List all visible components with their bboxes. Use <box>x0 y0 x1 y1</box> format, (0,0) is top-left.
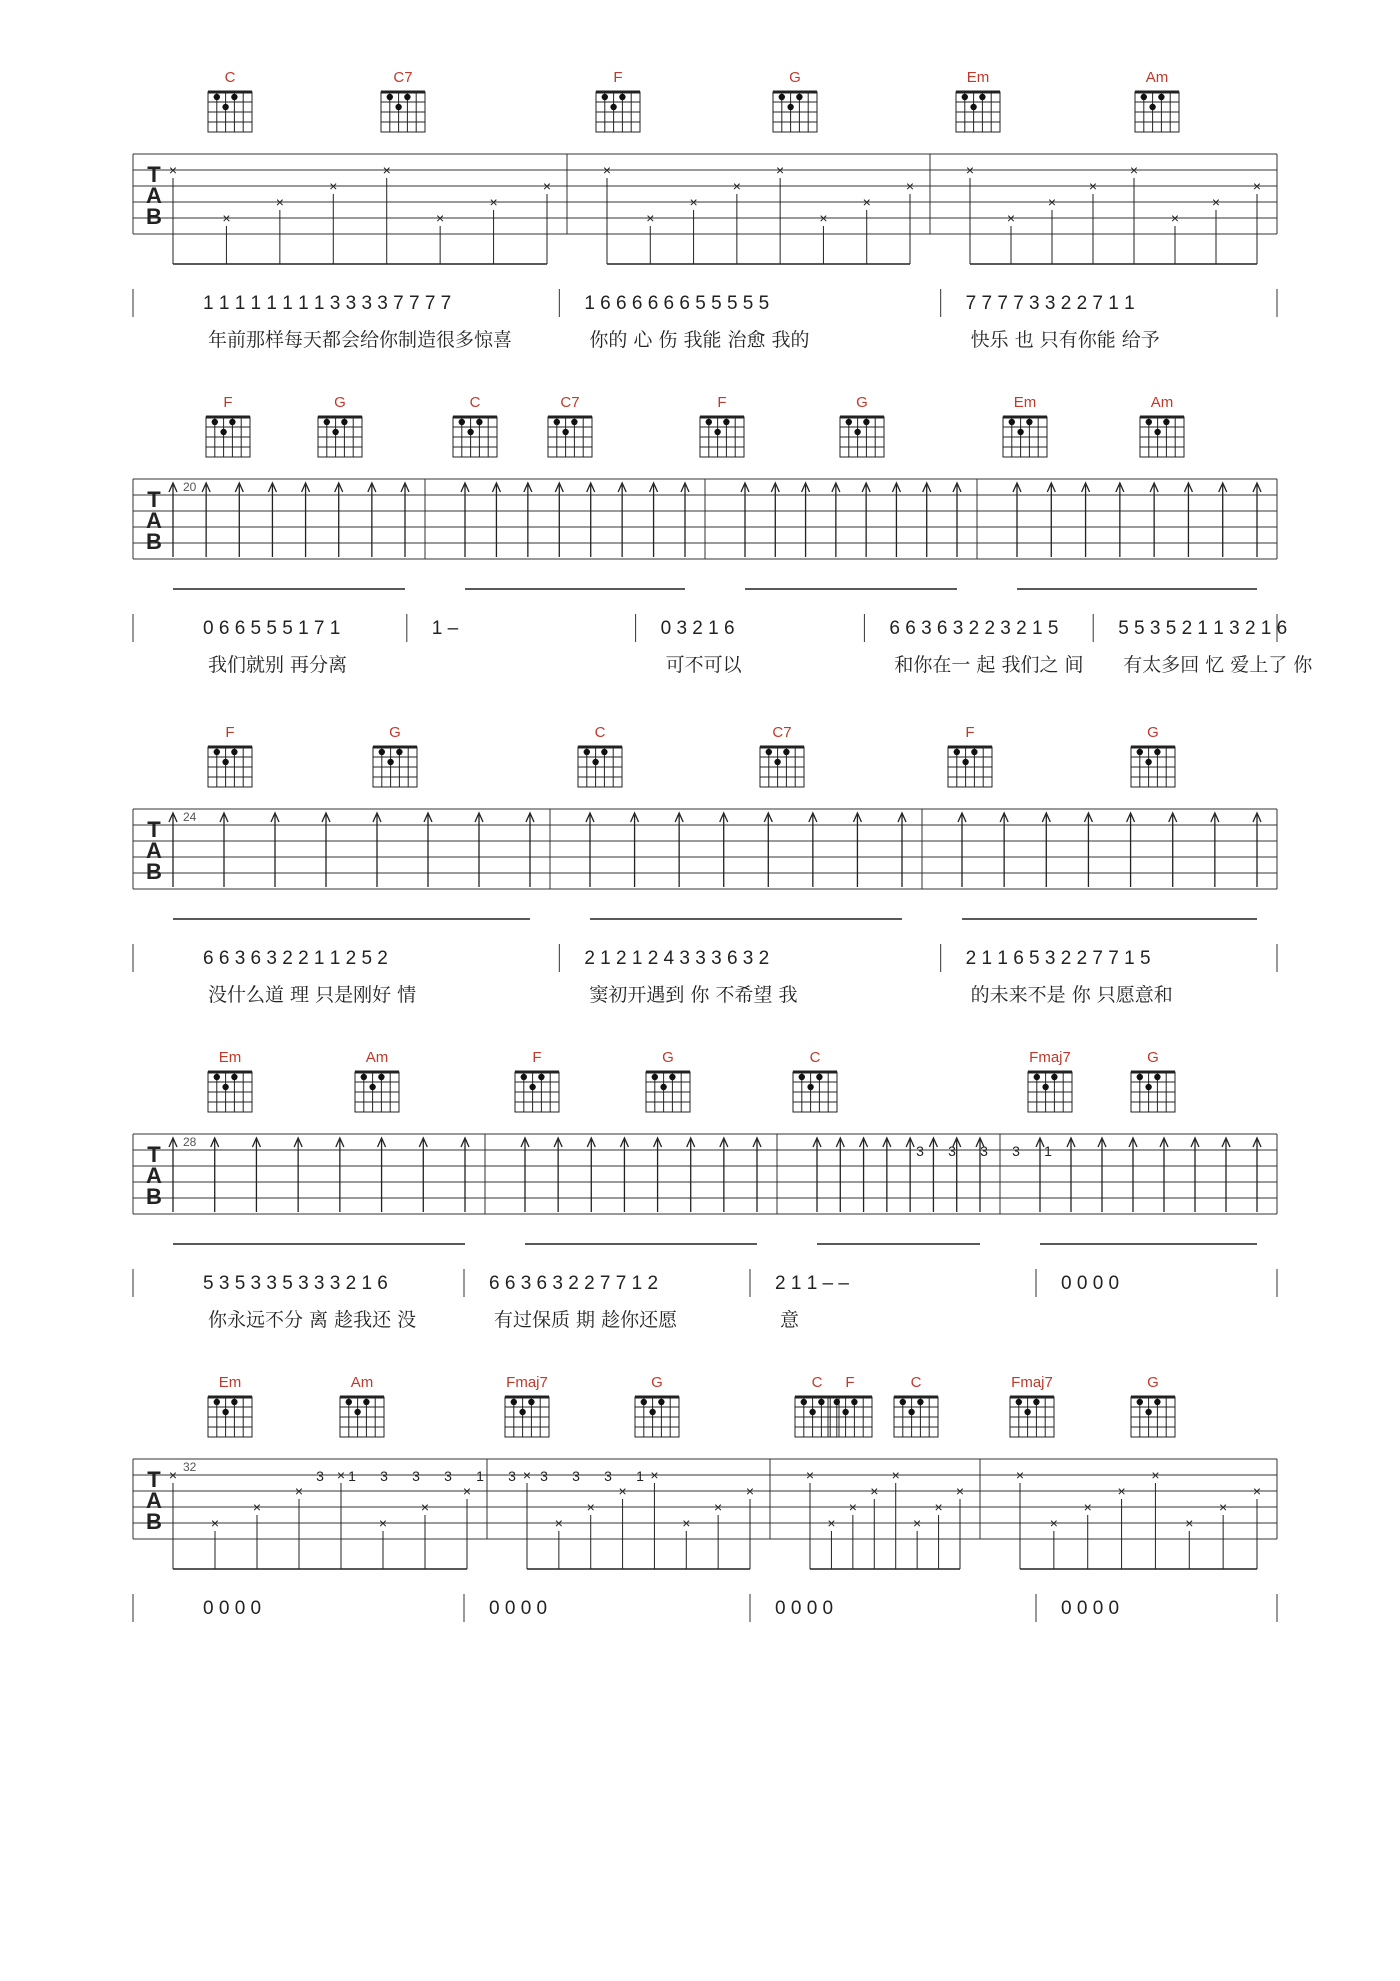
finger-dot <box>723 419 729 425</box>
fret-number: 3 <box>316 1468 324 1484</box>
finger-dot <box>519 1409 525 1415</box>
finger-dot <box>476 419 482 425</box>
finger-dot <box>1137 1074 1143 1080</box>
muted-note: × <box>252 1499 262 1515</box>
lyric-line: 有太多回 忆 爱上了 你 <box>1123 654 1313 676</box>
muted-note: × <box>776 162 785 178</box>
chord-name: Am <box>1145 69 1169 86</box>
chord-name: C7 <box>393 69 413 86</box>
chord-name: G <box>1147 1049 1159 1066</box>
chord-name: Em <box>1013 394 1037 411</box>
finger-dot <box>1154 429 1160 435</box>
muted-note: × <box>436 210 445 226</box>
finger-dot <box>601 749 607 755</box>
muted-note: × <box>1170 210 1180 226</box>
tab-clef-letter: A <box>146 838 162 863</box>
muted-note: × <box>1252 178 1262 194</box>
muted-note: × <box>905 178 915 194</box>
chord-name: G <box>789 69 801 86</box>
finger-dot <box>395 104 401 110</box>
chord-name: G <box>662 1049 674 1066</box>
finger-dot <box>954 749 960 755</box>
finger-dot <box>363 1399 369 1405</box>
finger-dot <box>354 1409 360 1415</box>
fret-number: 3 <box>508 1468 516 1484</box>
finger-dot <box>222 104 228 110</box>
muted-note: × <box>210 1515 220 1531</box>
lyric-line: 你永远不分 离 趁我还 没 <box>208 1309 417 1331</box>
finger-dot <box>378 1074 384 1080</box>
chord-name: F <box>845 1374 855 1391</box>
finger-dot <box>1154 1074 1160 1080</box>
numbered-notation-measure: 2 1 2 1 2 4 3 3 3 6 3 2 <box>584 948 770 969</box>
finger-dot <box>231 749 237 755</box>
chord-name: C <box>224 69 236 86</box>
chord-name: Am <box>350 1374 374 1391</box>
finger-dot <box>222 1409 228 1415</box>
muted-note: × <box>848 1499 857 1515</box>
muted-note: × <box>586 1499 595 1515</box>
finger-dot <box>459 419 465 425</box>
finger-dot <box>660 1084 666 1090</box>
tab-system <box>133 69 1277 351</box>
finger-dot <box>214 1074 220 1080</box>
finger-dot <box>332 429 338 435</box>
tab-clef-letter: T <box>147 1467 161 1492</box>
finger-dot <box>379 749 385 755</box>
finger-dot <box>1051 1074 1057 1080</box>
numbered-notation-measure: 1 – <box>431 618 459 639</box>
finger-dot <box>649 1409 655 1415</box>
muted-note: × <box>682 1515 691 1531</box>
finger-dot <box>231 94 237 100</box>
muted-note: × <box>222 210 231 226</box>
lyric-line: 可不可以 <box>665 654 742 676</box>
finger-dot <box>834 1399 840 1405</box>
muted-note: × <box>1006 210 1016 226</box>
finger-dot <box>369 1084 375 1090</box>
numbered-notation-measure: 0 0 0 0 <box>489 1598 548 1619</box>
finger-dot <box>1145 1084 1151 1090</box>
finger-dot <box>222 1084 228 1090</box>
finger-dot <box>1145 759 1151 765</box>
finger-dot <box>1154 749 1160 755</box>
chord-name: C <box>811 1374 823 1391</box>
measure-number: 24 <box>183 810 197 824</box>
finger-dot <box>783 749 789 755</box>
finger-dot <box>1158 94 1164 100</box>
tab-clef-letter: B <box>146 859 162 884</box>
finger-dot <box>854 429 860 435</box>
tab-clef-letter: B <box>146 1509 162 1534</box>
chord-name: C <box>910 1374 922 1391</box>
measure-number: 32 <box>183 1460 197 1474</box>
finger-dot <box>962 759 968 765</box>
muted-note: × <box>955 1483 965 1499</box>
tab-clef-letter: T <box>147 487 161 512</box>
muted-note: × <box>827 1515 836 1531</box>
finger-dot <box>900 1399 906 1405</box>
tab-clef-letter: A <box>146 183 162 208</box>
muted-note: × <box>1185 1515 1194 1531</box>
tab-clef-letter: T <box>147 1142 161 1167</box>
finger-dot <box>787 104 793 110</box>
muted-note: × <box>714 1499 723 1515</box>
fret-number: 3 <box>572 1468 580 1484</box>
tab-system <box>133 724 1277 1006</box>
muted-note: × <box>745 1483 755 1499</box>
finger-dot <box>669 1074 675 1080</box>
chord-name: G <box>651 1374 663 1391</box>
tab-clef-letter: B <box>146 204 162 229</box>
finger-dot <box>584 749 590 755</box>
finger-dot <box>521 1074 527 1080</box>
numbered-notation-measure: 5 5 3 5 2 1 1 3 2 1 6 <box>1118 618 1288 639</box>
muted-note: × <box>1252 1483 1262 1499</box>
numbered-notation-measure: 1 6 6 6 6 6 6 5 5 5 5 5 <box>584 293 770 314</box>
muted-note: × <box>420 1499 430 1515</box>
finger-dot <box>796 94 802 100</box>
muted-note: × <box>646 210 655 226</box>
muted-note: × <box>554 1515 563 1531</box>
finger-dot <box>592 759 598 765</box>
finger-dot <box>554 419 560 425</box>
chord-name: C7 <box>772 724 792 741</box>
muted-note: × <box>462 1483 472 1499</box>
muted-note: × <box>650 1467 659 1483</box>
chord-name: C7 <box>560 394 580 411</box>
finger-dot <box>809 1409 815 1415</box>
numbered-notation-measure: 0 0 0 0 <box>1061 1273 1120 1294</box>
finger-dot <box>1016 1399 1022 1405</box>
finger-dot <box>1017 429 1023 435</box>
muted-note: × <box>378 1515 388 1531</box>
numbered-notation-measure: 6 6 3 6 3 2 2 3 2 1 5 <box>889 618 1059 639</box>
finger-dot <box>779 94 785 100</box>
finger-dot <box>971 749 977 755</box>
numbered-notation-measure: 2 1 1 – – <box>775 1273 849 1294</box>
lyric-line: 我们就别 再分离 <box>208 654 348 676</box>
chord-name: G <box>1147 1374 1159 1391</box>
finger-dot <box>658 1399 664 1405</box>
finger-dot <box>231 1074 237 1080</box>
finger-dot <box>1141 94 1147 100</box>
numbered-notation-measure: 5 3 5 3 3 5 3 3 3 2 1 6 <box>203 1273 388 1294</box>
muted-note: × <box>1015 1467 1025 1483</box>
fret-number: 3 <box>948 1143 956 1159</box>
fret-number: 3 <box>380 1468 388 1484</box>
muted-note: × <box>1129 162 1139 178</box>
fret-number: 1 <box>1044 1143 1052 1159</box>
tab-clef-letter: A <box>146 1488 162 1513</box>
muted-note: × <box>965 162 975 178</box>
muted-note: × <box>618 1483 627 1499</box>
muted-note: × <box>1083 1499 1092 1515</box>
chord-name: C <box>469 394 481 411</box>
finger-dot <box>214 1399 220 1405</box>
finger-dot <box>641 1399 647 1405</box>
lyric-line: 快乐 也 只有你能 给予 <box>970 329 1160 351</box>
finger-dot <box>529 1084 535 1090</box>
muted-note: × <box>913 1515 922 1531</box>
tab-clef-letter: B <box>146 529 162 554</box>
numbered-notation-measure: 6 6 3 6 3 2 2 7 7 1 2 <box>489 1273 659 1294</box>
measure-number: 20 <box>183 480 197 494</box>
finger-dot <box>610 104 616 110</box>
finger-dot <box>842 1409 848 1415</box>
finger-dot <box>799 1074 805 1080</box>
muted-note: × <box>489 194 498 210</box>
numbered-notation-measure: 6 6 3 6 3 2 2 1 1 2 5 2 <box>203 948 388 969</box>
chord-name: F <box>223 394 233 411</box>
finger-dot <box>1024 1409 1030 1415</box>
chord-name: F <box>532 1049 542 1066</box>
finger-dot <box>766 749 772 755</box>
finger-dot <box>962 94 968 100</box>
finger-dot <box>1009 419 1015 425</box>
muted-note: × <box>522 1467 532 1483</box>
numbered-notation-measure: 0 0 0 0 <box>1061 1598 1120 1619</box>
chord-name: F <box>225 724 235 741</box>
finger-dot <box>602 94 608 100</box>
finger-dot <box>467 429 473 435</box>
muted-note: × <box>1151 1467 1160 1483</box>
finger-dot <box>1042 1084 1048 1090</box>
finger-dot <box>571 419 577 425</box>
tab-clef-letter: B <box>146 1184 162 1209</box>
finger-dot <box>807 1084 813 1090</box>
numbered-notation-measure: 0 0 0 0 <box>775 1598 834 1619</box>
finger-dot <box>1137 749 1143 755</box>
muted-note: × <box>542 178 552 194</box>
fret-number: 3 <box>1012 1143 1020 1159</box>
tab-system <box>133 1049 1277 1331</box>
finger-dot <box>1034 1074 1040 1080</box>
finger-dot <box>1145 1409 1151 1415</box>
chord-name: Em <box>218 1374 242 1391</box>
finger-dot <box>220 429 226 435</box>
numbered-notation-measure: 0 6 6 5 5 5 1 7 1 <box>203 618 341 639</box>
tab-system <box>133 394 1313 676</box>
numbered-notation-measure: 0 0 0 0 <box>203 1598 262 1619</box>
chord-name: F <box>613 69 623 86</box>
chord-name: G <box>334 394 346 411</box>
finger-dot <box>212 419 218 425</box>
finger-dot <box>229 419 235 425</box>
finger-dot <box>387 759 393 765</box>
muted-note: × <box>891 1467 900 1483</box>
numbered-notation-measure: 0 3 2 1 6 <box>660 618 735 639</box>
muted-note: × <box>1088 178 1098 194</box>
finger-dot <box>1033 1399 1039 1405</box>
lyric-line: 窦初开遇到 你 不希望 我 <box>589 984 798 1006</box>
fret-number: 3 <box>444 1468 452 1484</box>
finger-dot <box>1137 1399 1143 1405</box>
muted-note: × <box>819 210 828 226</box>
muted-note: × <box>336 1467 346 1483</box>
lyric-line: 的未来不是 你 只愿意和 <box>970 984 1173 1006</box>
fret-number: 1 <box>476 1468 484 1484</box>
muted-note: × <box>934 1499 943 1515</box>
chord-name: F <box>965 724 975 741</box>
finger-dot <box>908 1409 914 1415</box>
finger-dot <box>222 759 228 765</box>
muted-note: × <box>275 194 284 210</box>
chord-name: G <box>389 724 401 741</box>
tab-clef-letter: A <box>146 508 162 533</box>
lyric-line: 和你在一 起 我们之 间 <box>894 654 1084 676</box>
muted-note: × <box>805 1467 815 1483</box>
finger-dot <box>846 419 852 425</box>
finger-dot <box>214 749 220 755</box>
fret-number: 3 <box>412 1468 420 1484</box>
chord-name: F <box>717 394 727 411</box>
muted-note: × <box>168 162 178 178</box>
fret-number: 1 <box>636 1468 644 1484</box>
finger-dot <box>970 104 976 110</box>
finger-dot <box>361 1074 367 1080</box>
finger-dot <box>774 759 780 765</box>
lyric-line: 有过保质 期 趁你还愿 <box>494 1309 678 1331</box>
finger-dot <box>404 94 410 100</box>
numbered-notation-measure: 2 1 1 6 5 3 2 2 7 7 1 5 <box>965 948 1151 969</box>
numbered-notation-measure: 7 7 7 7 3 3 2 2 7 1 1 <box>965 293 1135 314</box>
chord-name: Am <box>365 1049 389 1066</box>
finger-dot <box>562 429 568 435</box>
fret-number: 3 <box>540 1468 548 1484</box>
finger-dot <box>979 94 985 100</box>
finger-dot <box>801 1399 807 1405</box>
chord-name: Em <box>966 69 990 86</box>
tab-clef-letter: T <box>147 817 161 842</box>
fret-number: 3 <box>916 1143 924 1159</box>
finger-dot <box>511 1399 517 1405</box>
muted-note: × <box>1219 1499 1228 1515</box>
tab-clef-letter: T <box>147 162 161 187</box>
finger-dot <box>818 1399 824 1405</box>
finger-dot <box>341 419 347 425</box>
finger-dot <box>1163 419 1169 425</box>
finger-dot <box>917 1399 923 1405</box>
muted-note: × <box>870 1483 879 1499</box>
lyric-line: 年前那样每天都会给你制造很多惊喜 <box>208 329 513 351</box>
lyric-line: 意 <box>780 1309 800 1331</box>
lyric-line: 你的 心 伤 我能 治愈 我的 <box>589 329 810 351</box>
numbered-notation-measure: 1 1 1 1 1 1 1 1 3 3 3 3 7 7 7 7 <box>203 293 452 314</box>
muted-note: × <box>168 1467 178 1483</box>
finger-dot <box>324 419 330 425</box>
finger-dot <box>1026 419 1032 425</box>
finger-dot <box>706 419 712 425</box>
finger-dot <box>214 94 220 100</box>
muted-note: × <box>1047 194 1057 210</box>
chord-name: Em <box>218 1049 242 1066</box>
finger-dot <box>387 94 393 100</box>
tab-clef-letter: A <box>146 1163 162 1188</box>
finger-dot <box>1149 104 1155 110</box>
chord-name: C <box>809 1049 821 1066</box>
measure-number: 28 <box>183 1135 197 1149</box>
fret-number: 1 <box>348 1468 356 1484</box>
finger-dot <box>863 419 869 425</box>
finger-dot <box>1146 419 1152 425</box>
finger-dot <box>714 429 720 435</box>
fret-number: 3 <box>980 1143 988 1159</box>
chord-name: Am <box>1150 394 1174 411</box>
muted-note: × <box>862 194 871 210</box>
finger-dot <box>346 1399 352 1405</box>
muted-note: × <box>732 178 741 194</box>
finger-dot <box>538 1074 544 1080</box>
tab-system <box>133 1374 1277 1622</box>
finger-dot <box>1154 1399 1160 1405</box>
fret-number: 3 <box>604 1468 612 1484</box>
muted-note: × <box>1211 194 1221 210</box>
muted-note: × <box>1117 1483 1126 1499</box>
chord-name: C <box>594 724 606 741</box>
lyric-line: 没什么道 理 只是刚好 情 <box>208 984 417 1006</box>
chord-name: Fmaj7 <box>506 1374 548 1391</box>
finger-dot <box>396 749 402 755</box>
muted-note: × <box>382 162 391 178</box>
finger-dot <box>528 1399 534 1405</box>
muted-note: × <box>329 178 338 194</box>
chord-name: Fmaj7 <box>1029 1049 1071 1066</box>
finger-dot <box>231 1399 237 1405</box>
finger-dot <box>619 94 625 100</box>
finger-dot <box>851 1399 857 1405</box>
finger-dot <box>652 1074 658 1080</box>
chord-name: G <box>1147 724 1159 741</box>
muted-note: × <box>602 162 612 178</box>
muted-note: × <box>294 1483 304 1499</box>
chord-name: G <box>856 394 868 411</box>
finger-dot <box>816 1074 822 1080</box>
muted-note: × <box>689 194 698 210</box>
chord-name: Fmaj7 <box>1011 1374 1053 1391</box>
muted-note: × <box>1049 1515 1058 1531</box>
